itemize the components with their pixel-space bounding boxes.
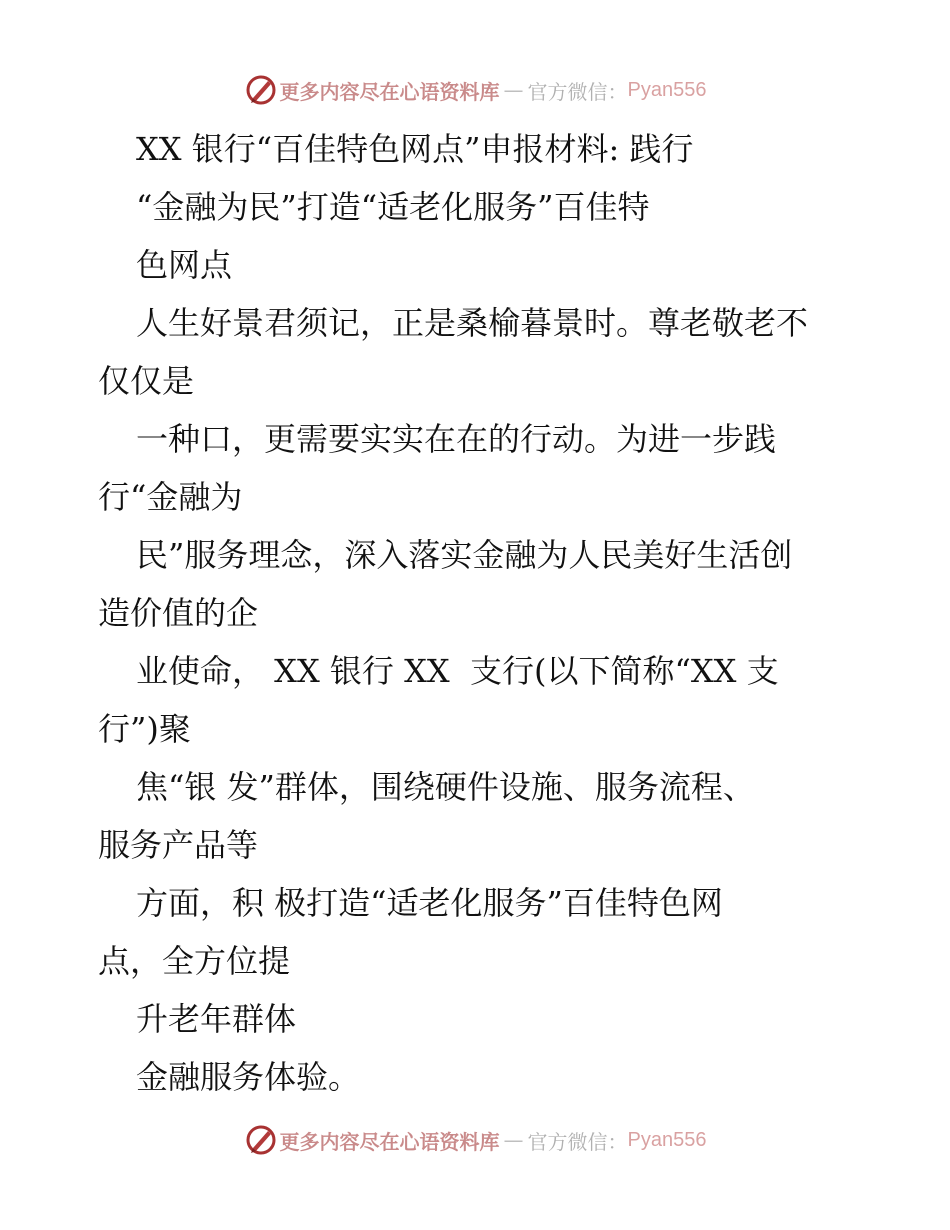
header-site-text: 更多内容尽在心语资料库 xyxy=(279,79,500,104)
footer-separator: — xyxy=(503,1128,524,1152)
footer-wechat-id: Pyan556 xyxy=(627,1128,707,1151)
footer-site-text: 更多内容尽在心语资料库 xyxy=(279,1129,500,1154)
paragraph-line: 造价值的企 xyxy=(98,594,259,632)
header-separator: — xyxy=(503,78,524,102)
paragraph-line: 民”服务理念，深入落实金融为人民美好生活创 xyxy=(136,536,793,574)
header-wechat-label: 官方微信： xyxy=(527,79,628,104)
header-banner xyxy=(0,70,950,110)
paragraph-line: 服务产品等 xyxy=(98,826,259,864)
paragraph-line: 升老年群体 xyxy=(136,1000,297,1038)
paragraph-line: 行”)聚 xyxy=(98,710,191,748)
title-line-1: XX 银行“百佳特色网点”申报材料: 践行 xyxy=(136,130,694,168)
pen-logo-icon xyxy=(244,73,278,107)
paragraph-line: 人生好景君须记，正是桑榆暮景时。尊老敬老不 xyxy=(136,304,809,342)
footer-banner xyxy=(0,1120,950,1160)
paragraph-line: 焦“银 发”群体，围绕硬件设施、服务流程、 xyxy=(136,768,755,806)
paragraph-line: 方面，积 极打造“适老化服务”百佳特色网 xyxy=(136,884,723,922)
paragraph-line: 行“金融为 xyxy=(98,478,243,516)
paragraph-line: 业使命， XX 银行 XX 支行(以下简称“XX 支 xyxy=(136,652,779,690)
title-line-3: 色网点 xyxy=(136,246,233,284)
paragraph-line: 金融服务体验。 xyxy=(136,1058,361,1096)
title-line-2: “金融为民”打造“适老化服务”百佳特 xyxy=(136,188,650,226)
paragraph-line: 一种口，更需要实实在在的行动。为进一步践 xyxy=(136,420,777,458)
paragraph-line: 点，全方位提 xyxy=(98,942,291,980)
header-wechat-id: Pyan556 xyxy=(627,78,707,101)
paragraph-line: 仅仅是 xyxy=(98,362,195,400)
document-body xyxy=(98,120,858,1106)
pen-logo-icon xyxy=(244,1123,278,1157)
footer-wechat-label: 官方微信： xyxy=(527,1129,628,1154)
